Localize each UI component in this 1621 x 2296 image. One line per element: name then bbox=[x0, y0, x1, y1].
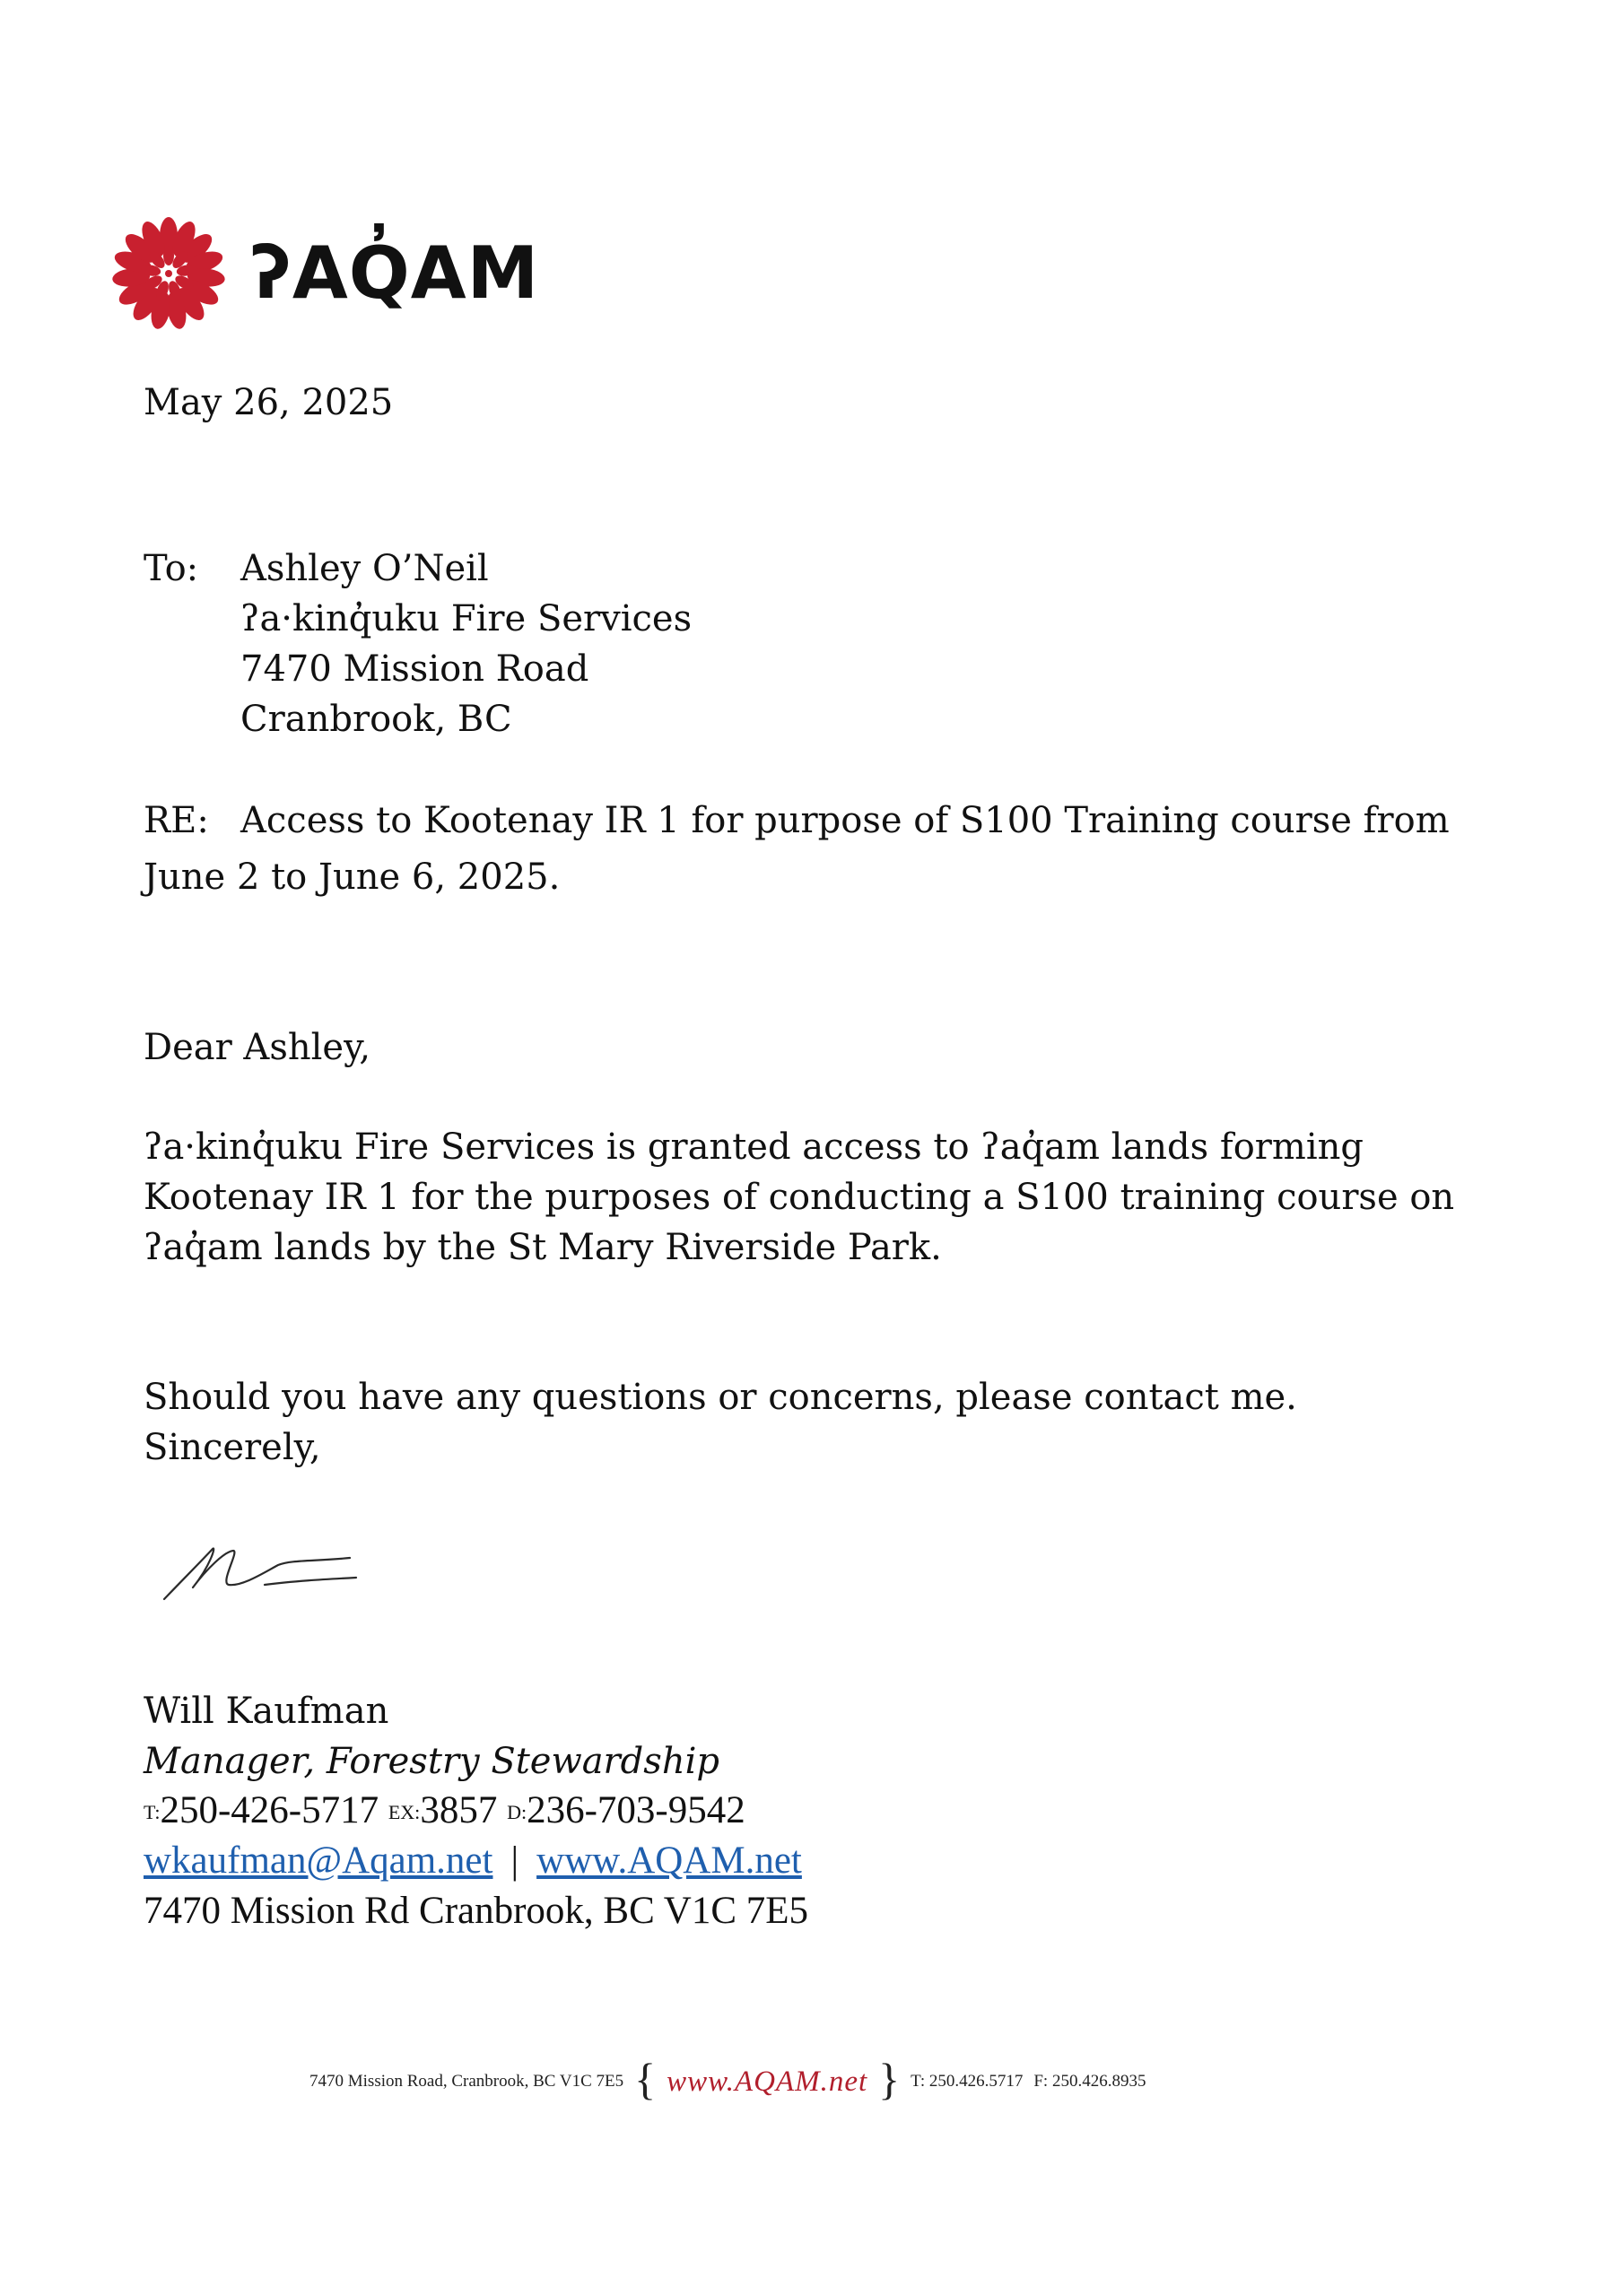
footer-brace-open: { bbox=[634, 2054, 657, 2104]
letterhead-footer bbox=[309, 2056, 1146, 2108]
footer-brace-close: } bbox=[878, 2054, 901, 2104]
re-label: RE: bbox=[144, 800, 209, 841]
closing-line: Should you have any questions or concerns, please contact me. bbox=[144, 1377, 1297, 1418]
phone-number: 250-426-5717 bbox=[160, 1789, 379, 1831]
subject-line-2: June 2 to June 6, 2025. bbox=[144, 857, 561, 898]
signer-links-line bbox=[144, 1836, 802, 1886]
website-link[interactable]: www.AQAM.net bbox=[536, 1839, 802, 1882]
direct-label: D: bbox=[507, 1801, 527, 1823]
handwritten-signature bbox=[157, 1538, 363, 1610]
subject-line-1: Access to Kootenay IR 1 for purpose of S100 Training course from bbox=[240, 800, 1450, 841]
footer-website[interactable]: www.AQAM.net bbox=[667, 2065, 868, 2098]
recipient-street: 7470 Mission Road bbox=[240, 648, 589, 690]
body-line-1: ʔa·kinq̓uku Fire Services is granted access to ʔaq̓am lands forming bbox=[144, 1126, 1364, 1168]
extension-number: 3857 bbox=[420, 1789, 498, 1831]
signer-address: 7470 Mission Rd Cranbrook, BC V1C 7E5 bbox=[144, 1890, 809, 1932]
signer-phone-line bbox=[144, 1786, 745, 1836]
phone-label: T: bbox=[144, 1801, 161, 1823]
body-line-3: ʔaq̓am lands by the St Mary Riverside Park. bbox=[144, 1227, 942, 1268]
recipient-name: Ashley O’Neil bbox=[240, 548, 489, 589]
recipient-organization: ʔa·kinq̓uku Fire Services bbox=[240, 598, 693, 639]
extension-label: EX: bbox=[388, 1801, 421, 1823]
aqam-logo bbox=[110, 215, 539, 332]
footer-fax: F: 250.426.8935 bbox=[1033, 2072, 1146, 2091]
body-line-2: Kootenay IR 1 for the purposes of conducting a S100 training course on bbox=[144, 1177, 1455, 1218]
signer-name: Will Kaufman bbox=[144, 1691, 389, 1732]
email-link[interactable]: wkaufman@Aqam.net bbox=[144, 1839, 493, 1882]
greeting: Dear Ashley, bbox=[144, 1027, 371, 1068]
to-label: To: bbox=[144, 548, 199, 589]
sign-off: Sincerely, bbox=[144, 1427, 321, 1468]
logo-wordmark: ʔAQ̓AM bbox=[250, 231, 540, 315]
flower-emblem-icon bbox=[110, 215, 227, 332]
footer-phone: T: 250.426.5717 bbox=[911, 2072, 1024, 2091]
recipient-city: Cranbrook, BC bbox=[240, 699, 512, 740]
signer-title: Manager, Forestry Stewardship bbox=[144, 1741, 719, 1782]
direct-number: 236-703-9542 bbox=[527, 1789, 745, 1831]
letter-date: May 26, 2025 bbox=[144, 382, 394, 423]
link-separator: | bbox=[510, 1839, 519, 1882]
footer-address: 7470 Mission Road, Cranbrook, BC V1C 7E5 bbox=[309, 2072, 624, 2091]
